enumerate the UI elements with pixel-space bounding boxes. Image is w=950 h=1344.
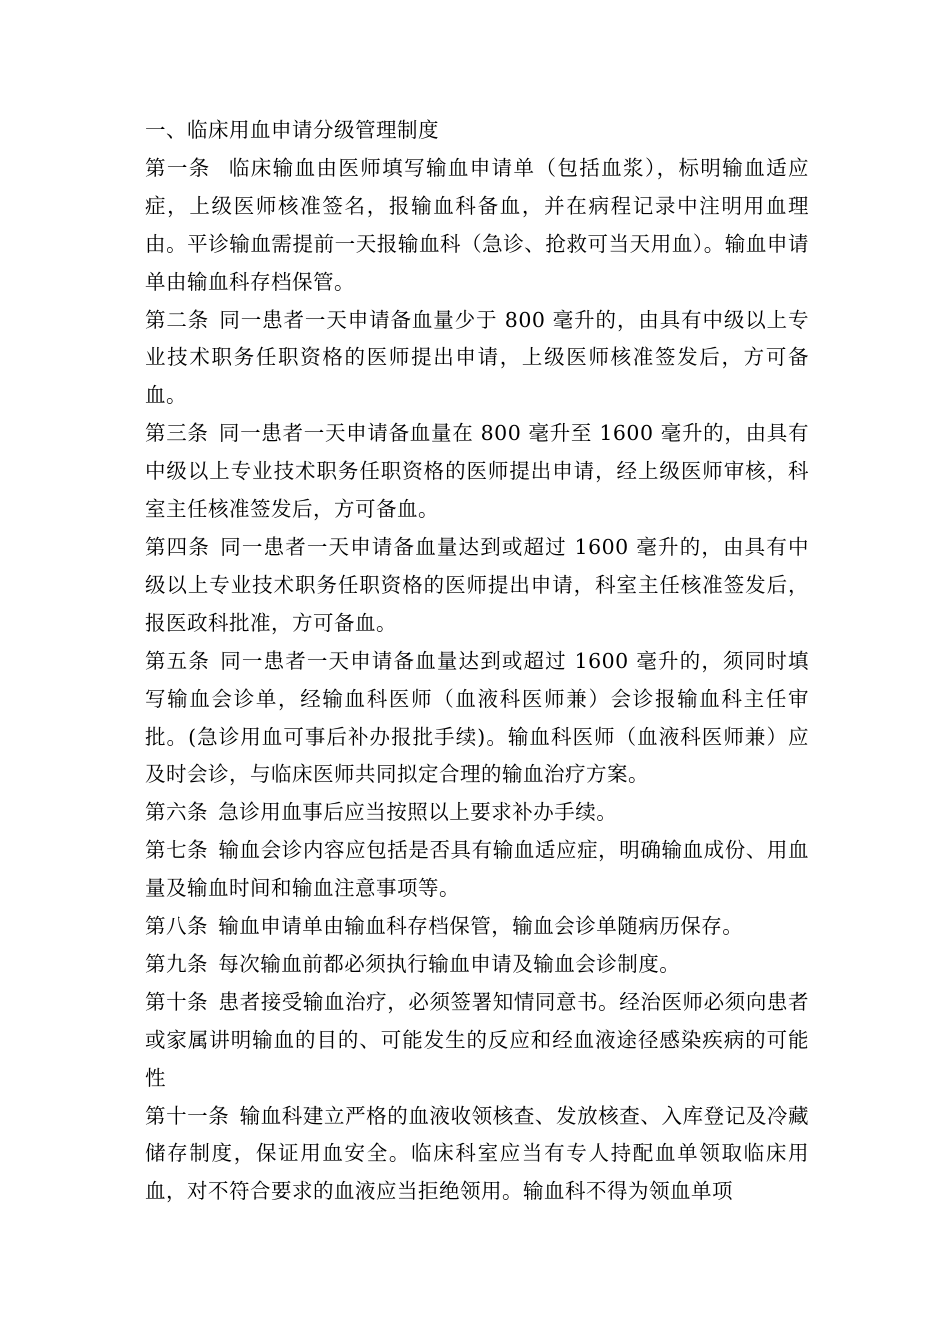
article-label: 第九条 (145, 951, 208, 976)
article-9 (145, 946, 809, 984)
article-text: 同一患者一天申请备血量少于 800 毫升的，由具有中级以上专业技术职务任职资格的医师提出申请，上级医师核准签发后，方可备血。 (145, 307, 809, 408)
article-2 (145, 302, 809, 416)
article-11 (145, 1098, 809, 1212)
document-body (145, 112, 809, 1211)
article-4 (145, 529, 809, 643)
article-label: 第七条 (145, 838, 209, 863)
article-5 (145, 643, 809, 795)
article-text: 急诊用血事后应当按照以上要求补办手续。 (218, 800, 618, 825)
article-label: 第八条 (145, 914, 208, 939)
article-text: 患者接受输血治疗，必须签署知情同意书。经治医师必须向患者或家属讲明输血的目的、可能发生的反应和经血液途径感染疾病的可能性 (145, 989, 810, 1090)
article-label: 第五条 (145, 648, 210, 673)
article-text: 输血申请单由输血科存档保管，输血会诊单随病历保存。 (218, 914, 744, 939)
section-title: 一、临床用血申请分级管理制度 (145, 118, 439, 142)
article-text: 同一患者一天申请备血量达到或超过 1600 毫升的，由具有中级以上专业技术职务任职资格的医师提出申请，科室主任核准签发后，报医政科批准，方可备血。 (145, 534, 810, 635)
article-label: 第二条 (145, 307, 210, 332)
article-label: 第十条 (145, 989, 209, 1014)
article-text: 同一患者一天申请备血量达到或超过 1600 毫升的，须同时填写输血会诊单，经输血科医师（血液科医师兼）会诊报输血科主任审批。(急诊用血可事后补办报批手续)。输血科医师（血液科医师兼）应及时会诊，与临床医师共同拟定合理的输血治疗方案。 (145, 648, 810, 787)
article-label: 第六条 (145, 800, 208, 825)
article-7 (145, 832, 809, 908)
article-text: 同一患者一天申请备血量在 800 毫升至 1600 毫升的，由具有中级以上专业技术职务任职资格的医师提出申请，经上级医师审核，科室主任核准签发后，方可备血。 (145, 421, 809, 522)
article-label: 第四条 (145, 534, 210, 559)
article-label: 第一条 (145, 155, 211, 180)
article-text: 输血会诊内容应包括是否具有输血适应症，明确输血成份、用血量及输血时间和输血注意事项等。 (145, 838, 810, 901)
article-6 (145, 794, 809, 832)
article-text: 临床输血由医师填写输血申请单（包括血浆），标明输血适应症，上级医师核准签名，报输血科备血，并在病程记录中注明用血理由。平诊输血需提前一天报输血科（急诊、抢救可当天用血）。输血申请单由输血科存档保管。 (145, 155, 810, 294)
article-text: 每次输血前都必须执行输血申请及输血会诊制度。 (218, 951, 681, 976)
article-text: 输血科建立严格的血液收领核查、发放核查、入库登记及冷藏储存制度，保证用血安全。临床科室应当有专人持配血单领取临床用血，对不符合要求的血液应当拒绝领用。输血科不得为领血单项 (145, 1103, 810, 1204)
article-1 (145, 150, 809, 302)
article-label: 第三条 (145, 421, 209, 446)
article-10 (145, 984, 809, 1098)
article-8 (145, 908, 809, 946)
article-3 (145, 415, 809, 529)
article-label: 第十一条 (145, 1103, 230, 1128)
